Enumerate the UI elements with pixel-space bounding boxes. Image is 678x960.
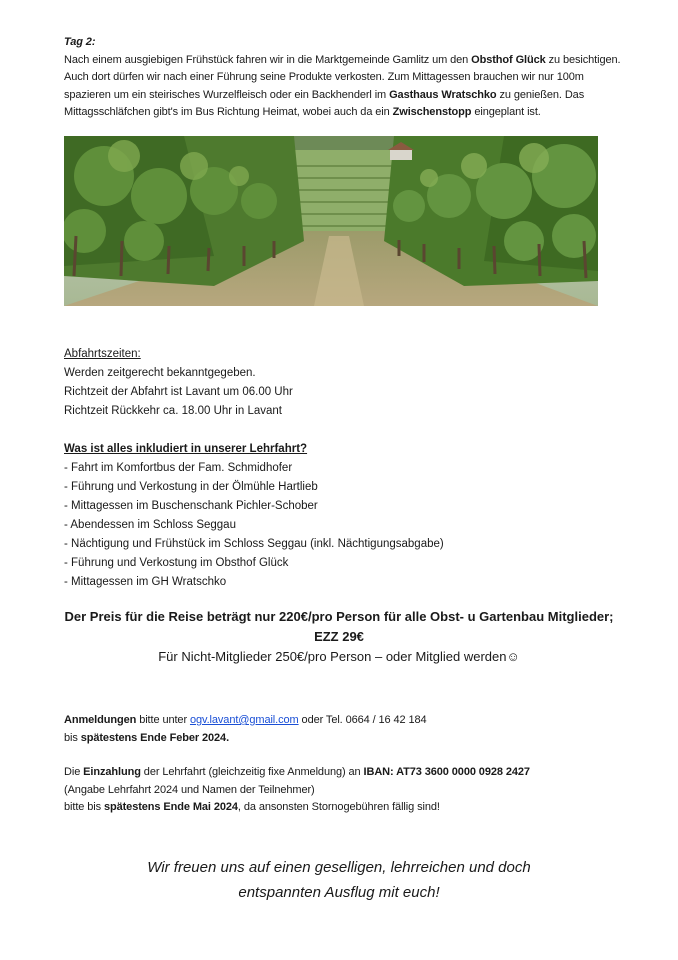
registration-line — [64, 712, 644, 730]
day2-text-1: Nach einem ausgiebigen Frühstück fahren wir in die Marktgemeinde Gamlitz um den — [64, 53, 472, 66]
payment-text: Die — [64, 766, 84, 778]
day2-text-4: eingeplant ist. — [471, 106, 541, 118]
payment-section — [64, 764, 644, 817]
closing-line: entspannten Ausflug mit euch! — [238, 884, 440, 901]
departure-line: Richtzeit der Abfahrt ist Lavant um 06.00 Uhr — [64, 386, 293, 398]
included-item: - Führung und Verkostung in der Ölmühle Hartlieb — [64, 481, 318, 493]
included-item: - Führung und Verkostung im Obsthof Glück — [64, 557, 289, 569]
price-non-members: Für Nicht-Mitglieder 250€/pro Person – oder Mitglied werden☺ — [158, 649, 520, 664]
day2-bold-zwischenstopp: Zwischenstopp — [392, 106, 472, 118]
price-members: Der Preis für die Reise beträgt nur 220€/pro Person für alle Obst- u Gartenbau Mitglieder; — [64, 609, 614, 624]
payment-note: (Angabe Lehrfahrt 2024 und Namen der Teilnehmer) — [64, 783, 315, 796]
orchard-photo — [64, 136, 598, 306]
deadline-prefix: bis — [64, 731, 81, 744]
included-item: - Fahrt im Komfortbus der Fam. Schmidhofer — [64, 462, 293, 474]
phone-text: oder Tel. 0664 / 16 42 184 — [298, 714, 427, 726]
price-single-supplement: EZZ 29€ — [314, 629, 364, 644]
departure-heading: Abfahrtszeiten: — [64, 348, 141, 360]
payment-text: , da ansonsten Stornogebühren fällig sind! — [237, 801, 440, 813]
payment-bold-einzahlung: Einzahlung — [83, 766, 141, 778]
day2-text-3: zu genießen. Das Mittagsschläfchen gibt's im Bus Richtung Heimat, wobei auch da ein — [64, 88, 585, 118]
orchard-image — [64, 136, 598, 306]
day2-paragraph — [64, 52, 624, 122]
included-item: - Mittagessen im Buschenschank Pichler-Schober — [64, 500, 318, 512]
departure-line: Werden zeitgerecht bekanntgegeben. — [64, 367, 256, 379]
included-item: - Mittagessen im GH Wratschko — [64, 576, 227, 588]
included-item: - Abendessen im Schloss Seggau — [64, 519, 236, 531]
payment-line — [64, 764, 644, 782]
deadline-bold: spätestens Ende Feber 2024. — [80, 731, 230, 744]
day2-title: Tag 2: — [64, 36, 96, 48]
payment-text: der Lehrfahrt (gleichzeitig fixe Anmeldung) an — [140, 766, 364, 778]
departure-line: Richtzeit Rückkehr ca. 18.00 Uhr in Lavant — [64, 405, 282, 417]
day2-bold-obsthof: Obsthof Glück — [471, 53, 546, 66]
closing-section — [40, 855, 638, 905]
iban: IBAN: AT73 3600 0000 0928 2427 — [363, 766, 530, 778]
included-section — [64, 440, 624, 592]
price-section — [40, 607, 638, 667]
closing-line: Wir freuen uns auf einen geselligen, lehrreichen und doch — [147, 859, 531, 876]
registration-deadline — [64, 730, 644, 748]
included-heading: Was ist alles inkludiert in unserer Lehrfahrt? — [64, 443, 308, 455]
departure-times-section — [64, 345, 624, 421]
included-item: - Nächtigung und Frühstück im Schloss Seggau (inkl. Nächtigungsabgabe) — [64, 538, 444, 550]
payment-text: bitte bis — [64, 801, 104, 813]
payment-deadline-bold: spätestens Ende Mai 2024 — [103, 801, 238, 813]
registration-bold: Anmeldungen — [64, 714, 137, 726]
day2-text-2: zu besichtigen. Auch dort dürfen wir nach einer Führung seine Produkte verkosten. Zum Mittagessen brauchen wir nur 100m spazieren um ein steirisches Wurzelfleisch oder ein Backhenderl im — [64, 53, 621, 101]
payment-deadline — [64, 799, 644, 817]
email-link[interactable]: ogv.lavant@gmail.com — [189, 714, 299, 726]
day2-section — [64, 34, 624, 122]
registration-text: bitte unter — [136, 714, 190, 726]
day2-bold-gasthaus: Gasthaus Wratschko — [389, 88, 497, 101]
registration-section — [64, 712, 644, 747]
